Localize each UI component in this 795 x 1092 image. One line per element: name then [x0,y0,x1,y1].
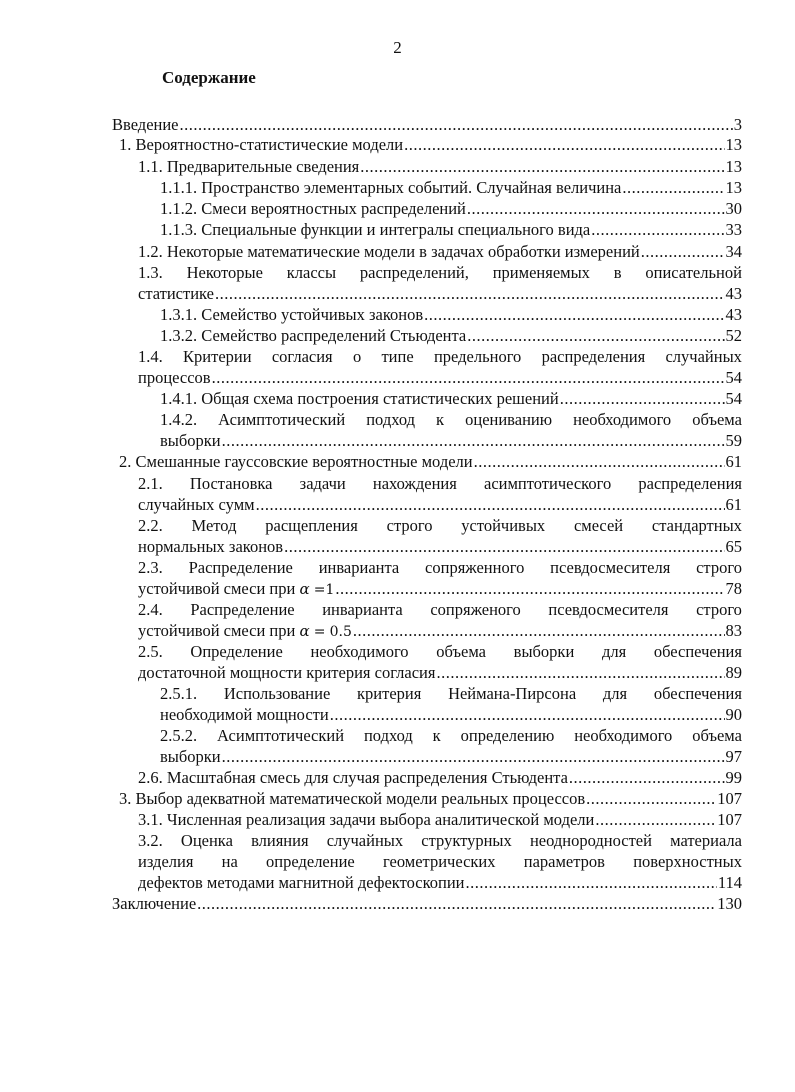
toc-word: расщепления [265,516,358,535]
toc-page-number: 43 [725,284,742,303]
toc-entry-text [138,620,352,643]
toc-entry-1-1[interactable] [138,156,742,178]
toc-page-number: 52 [725,326,742,345]
toc-word: 1.4.2. [160,410,198,429]
toc-word: 2.4. [138,600,163,619]
toc-entry-2-2-line1[interactable] [138,515,742,537]
dot-leader [466,872,717,894]
toc-word: обеспечения [653,642,742,661]
toc-word: Асимптотический [217,726,345,745]
toc-word: распределений, [359,263,469,282]
toc-entry-text: 1.1. Предварительные сведения [138,157,360,176]
toc-word: Метод [191,516,237,535]
toc-word: в [613,263,622,282]
toc-word: объема [436,642,486,661]
toc-entry-text: выборки [160,431,221,450]
toc-entry-text: 1.1.3. Специальные функции и интегралы специального вида [160,220,591,239]
toc-entry-2-5-1-line1[interactable] [160,683,742,705]
toc-entry-text-part: устойчивой смеси при [138,579,296,598]
toc-entry-3-1[interactable] [138,809,742,831]
toc-word: инварианта [322,600,403,619]
toc-entry-2-4-line1[interactable] [138,599,742,621]
equals-sign: = [313,582,326,598]
toc-page-number: 114 [717,873,742,892]
toc-word: влияния [251,831,309,850]
toc-entry-text: случайных сумм [138,495,255,514]
toc-word: Использование [223,684,331,703]
dot-leader [569,767,725,789]
toc-entry-text: 3.1. Численная реализация задачи выбора аналитической модели [138,810,595,829]
toc-entry-2-5-2-line1[interactable] [160,725,742,747]
dot-leader [641,241,725,263]
toc-word: строго [696,600,742,619]
toc-word: на [221,852,238,871]
toc-word: критерия [357,684,422,703]
toc-word: Распределение [188,558,293,577]
toc-word: Оценка [180,831,233,850]
toc-entry-conclusion[interactable] [112,893,742,915]
toc-word: о [352,347,362,366]
toc-word: Критерии [183,347,252,366]
toc-entry-ch1[interactable] [119,134,742,156]
toc-page-number: 43 [725,305,742,324]
toc-word: асимптотического [484,474,612,493]
toc-page-number: 90 [725,705,742,724]
toc-entry-3-2-line3[interactable] [138,872,742,894]
toc-entry-1-1-1[interactable] [160,177,742,199]
toc-word: необходимого [574,726,673,745]
toc-word: типе [381,347,414,366]
toc-entry-1-4-line2[interactable] [138,367,742,389]
toc-word: Определение [190,642,283,661]
alpha-symbol: α [299,622,310,640]
dot-leader [595,809,716,831]
toc-entry-text-part: устойчивой смеси при [138,621,296,640]
toc-page-number: 97 [725,747,742,766]
toc-page-number: 107 [717,789,742,808]
toc-entry-intro[interactable] [112,114,742,136]
toc-entry-2-6[interactable] [138,767,742,789]
toc-entry-text: 1. Вероятностно-статистические модели [119,135,404,154]
dot-leader [467,198,725,220]
toc-entry-2-1-line2[interactable] [138,494,742,516]
toc-word: к [432,726,441,745]
toc-word: неоднородностей [529,831,652,850]
toc-word: Распределение [190,600,295,619]
toc-word: классы [286,263,337,282]
toc-entry-text: дефектов методами магнитной дефектоскопии [138,873,465,892]
toc-word: подход [366,410,416,429]
toc-word: необходимого [573,410,672,429]
dot-leader [591,219,724,241]
toc-page-number: 59 [725,431,742,450]
toc-word: необходимого [310,642,409,661]
toc-word: сопряженного [425,558,525,577]
toc-entry-text: Введение [112,115,179,134]
toc-word: сопряженого [430,600,521,619]
toc-entry-text: статистике [138,284,214,303]
toc-entry-1-1-3[interactable] [160,219,742,241]
toc-entry-1-4-2-line2[interactable] [160,430,742,452]
toc-page-number: 13 [725,178,742,197]
dot-leader [215,283,725,305]
toc-word: псевдосмесителя [550,558,671,577]
dot-leader [560,388,725,410]
toc-entry-1-3-1[interactable] [160,304,742,326]
toc-word: Неймана-Пирсона [448,684,577,703]
toc-entry-2-2-line2[interactable] [138,536,742,558]
toc-word: 2.5. [138,642,163,661]
toc-page-number: 61 [725,452,742,471]
toc-entry-text: нормальных законов [138,537,284,556]
toc-word: задачи [299,474,346,493]
toc-page-number: 54 [725,368,742,387]
dot-leader [622,177,724,199]
dot-leader [330,704,725,726]
dot-leader [467,325,724,347]
toc-entry-1-3-line1[interactable] [138,262,742,284]
toc-word: поверхностных [633,852,742,871]
toc-entry-2-5-1-line2[interactable] [160,704,742,726]
toc-word: описательной [645,263,742,282]
dot-leader [424,304,724,326]
toc-entry-1-4-2-line1[interactable] [160,409,742,431]
toc-entry-2-5-line1[interactable] [138,641,742,663]
dot-leader [222,746,725,768]
toc-page-number: 130 [717,894,742,913]
toc-entry-3-2-line2[interactable] [138,851,742,873]
toc-entry-ch2[interactable] [119,451,742,473]
toc-word: 2.2. [138,516,163,535]
toc-word: оцениванию [465,410,553,429]
toc-word: для [602,684,628,703]
toc-entry-text: 1.3.2. Семейство распределений Стьюдента [160,326,467,345]
toc-entry-text: 1.2. Некоторые математические модели в задачах обработки измерений [138,242,640,261]
toc-page-number: 30 [725,199,742,218]
toc-word: Некоторые [186,263,263,282]
toc-entry-text: 1.1.1. Пространство элементарных событий. Случайная величина [160,178,622,197]
dot-leader [222,430,725,452]
toc-entry-text: 1.1.2. Смеси вероятностных распределений [160,199,466,218]
toc-entry-2-4-line2[interactable] [138,620,742,642]
dot-leader [474,451,725,473]
toc-word: определению [460,726,555,745]
toc-word: изделия [138,852,194,871]
toc-page-number: 13 [725,157,742,176]
toc-word: распределения [638,474,742,493]
toc-page-number: 99 [725,768,742,787]
toc-word: случайных [665,347,742,366]
dot-leader [197,893,716,915]
toc-entry-2-5-line2[interactable] [138,662,742,684]
toc-page-number: 54 [725,389,742,408]
toc-entry-text [138,578,334,601]
toc-word: для [601,642,627,661]
toc-entry-text: выборки [160,747,221,766]
toc-word: 2.1. [138,474,163,493]
toc-page-number: 107 [717,810,742,829]
toc-entry-2-3-line1[interactable] [138,557,742,579]
toc-entry-text: достаточной мощности критерия согласия [138,663,436,682]
alpha-value: 0.5 [329,624,352,640]
toc-word: определение [266,852,355,871]
toc-entry-text: Заключение [112,894,197,913]
toc-word: обеспечения [653,684,742,703]
toc-word: объема [692,726,742,745]
toc-entry-3-2-line1[interactable] [138,830,742,852]
toc-word: 2.3. [138,558,163,577]
toc-word: к [436,410,445,429]
equals-sign: = [313,624,326,640]
toc-word: геометрических [382,852,496,871]
toc-word: 1.4. [138,347,163,366]
toc-entry-1-1-2[interactable] [160,198,742,220]
toc-page-number: 61 [725,495,742,514]
toc-entry-1-2[interactable] [138,241,742,263]
toc-word: распределения [541,347,646,366]
toc-entry-2-1-line1[interactable] [138,473,742,495]
alpha-symbol: α [299,580,310,598]
toc-page-number: 34 [725,242,742,261]
toc-word: 1.3. [138,263,163,282]
toc-word: Постановка [189,474,273,493]
dot-leader [586,788,716,810]
toc-word: строго [696,558,742,577]
toc-page-number: 33 [725,220,742,239]
toc-entry-text: 2.6. Масштабная смесь для случая распределения Стьюдента [138,768,568,787]
toc-entry-text: 3. Выбор адекватной математической модели реальных процессов [119,789,586,808]
dot-leader [436,662,724,684]
page-number: 2 [393,38,402,57]
toc-entry-ch3[interactable] [119,788,742,810]
dot-leader [180,114,733,136]
toc-word: стандартных [651,516,742,535]
dot-leader [284,536,724,558]
dot-leader [360,156,724,178]
toc-entry-1-4-1[interactable] [160,388,742,410]
toc-title: Содержание [162,68,256,87]
toc-entry-text: 1.3.1. Семейство устойчивых законов [160,305,424,324]
toc-page-number: 89 [725,663,742,682]
dot-leader [404,134,724,156]
toc-page-number: 13 [725,135,742,154]
toc-word: выборки [513,642,575,661]
toc-word: структурных [421,831,512,850]
dot-leader [353,620,725,642]
toc-entry-text: необходимой мощности [160,705,329,724]
toc-word: материала [670,831,742,850]
toc-word: подход [363,726,413,745]
toc-word: нахождения [372,474,457,493]
toc-word: согласия [271,347,333,366]
toc-entry-1-3-line2[interactable] [138,283,742,305]
toc-page-number: 3 [733,115,742,134]
toc-word: инварианта [318,558,400,577]
toc-page-number: 78 [725,579,742,598]
toc-entry-2-5-2-line2[interactable] [160,746,742,768]
toc-word: 2.5.1. [160,684,198,703]
toc-word: объема [692,410,742,429]
dot-leader [256,494,725,516]
toc-word: строго [386,516,433,535]
toc-word: случайных [326,831,404,850]
toc-word: псевдосмесителя [548,600,669,619]
dot-leader [335,578,724,600]
toc-page-number: 83 [725,621,742,640]
toc-entry-text: процессов [138,368,211,387]
toc-entry-1-4-line1[interactable] [138,346,742,368]
toc-word: 3.2. [138,831,163,850]
toc-entry-text: 1.4.1. Общая схема построения статистических решений [160,389,559,408]
toc-entry-2-3-line2[interactable] [138,578,742,600]
toc-page-number: 65 [725,537,742,556]
dot-leader [212,367,725,389]
toc-word: предельного [433,347,522,366]
toc-entry-1-3-2[interactable] [160,325,742,347]
toc-word: 2.5.2. [160,726,198,745]
toc-word: устойчивых [461,516,546,535]
toc-word: применяемых [492,263,590,282]
toc-word: Асимптотический [218,410,346,429]
alpha-value: 1 [325,582,335,598]
toc-word: смесей [573,516,624,535]
toc-entry-text: 2. Смешанные гауссовские вероятностные модели [119,452,473,471]
toc-word: параметров [523,852,605,871]
